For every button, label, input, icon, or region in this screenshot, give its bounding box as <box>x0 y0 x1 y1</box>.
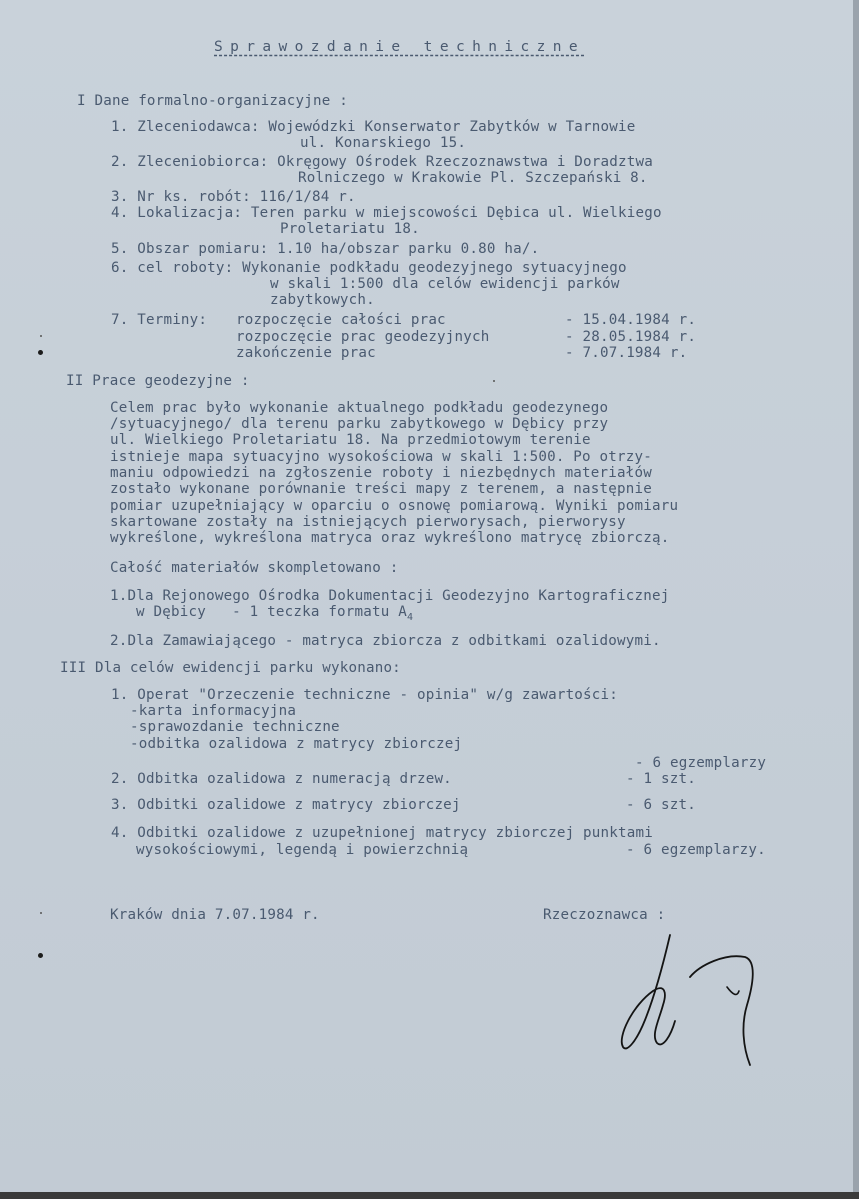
para-line-1: Celem prac było wykonanie aktualnego podkładu geodezynego <box>110 400 609 416</box>
para-line-3: ul. Wielkiego Proletariatu 18. Na przedmiotowym terenie <box>110 432 591 448</box>
item-purpose-l2: w skali 1:500 dla celów ewidencji parków <box>270 276 620 292</box>
output-item-1: 1. Operat "Orzeczenie techniczne - opinia" w/g zawartości: <box>111 687 619 703</box>
item-executor: 2. Zleceniobiorca: Okręgowy Ośrodek Rzeczoznawstwa i Doradztwa <box>111 154 653 170</box>
output-item-1-qty: - 6 egzemplarzy <box>635 755 767 771</box>
date-geodetic-label: rozpoczęcie prac geodezyjnych <box>236 329 490 345</box>
section-1-heading: I Dane formalno-organizacyjne : <box>77 93 348 109</box>
item-contractor-address: ul. Konarskiego 15. <box>300 135 467 151</box>
para-line-7: pomiar uzupełniający w oparciu o osnowę pomiarową. Wyniki pomiaru <box>110 498 679 514</box>
completed-item-2: 2.Dla Zamawiającego - matryca zbiorcza z odbitkami ozalidowymi. <box>110 633 661 649</box>
punch-hole-1 <box>38 350 43 355</box>
completed-item-1: 1.Dla Rejonowego Ośrodka Dokumentacji Geodezyjno Kartograficznej <box>110 588 670 604</box>
output-item-4: 4. Odbitki ozalidowe z uzupełnionej matrycy zbiorczej punktami <box>111 825 653 841</box>
item-location-cont: Proletariatu 18. <box>280 221 420 237</box>
item-location: 4. Lokalizacja: Teren parku w miejscowości Dębica ul. Wielkiego <box>111 205 662 221</box>
item-purpose-l3: zabytkowych. <box>270 292 375 308</box>
completed-item-1-cont <box>136 605 413 626</box>
output-item-4-cont: wysokościowymi, legendą i powierzchnią <box>136 842 469 858</box>
page-bottom-edge <box>0 1192 859 1199</box>
page-edge-shadow <box>853 0 859 1199</box>
output-item-1a: -karta informacyjna <box>130 703 297 719</box>
completed-item-1-cont-text: w Dębicy - 1 teczka formatu A <box>136 604 407 620</box>
output-item-4-qty: - 6 egzemplarzy. <box>626 842 766 858</box>
para-line-8: skartowane zostały na istniejących pierworysach, pierworysy <box>110 514 626 530</box>
date-end-value: - 7.07.1984 r. <box>565 345 688 361</box>
output-item-3: 3. Odbitki ozalidowe z matrycy zbiorczej <box>111 797 461 813</box>
output-item-3-qty: - 6 szt. <box>626 797 696 813</box>
para-line-5: maniu odpowiedzi na zgłoszenie roboty i niezbędnych materiałów <box>110 465 652 481</box>
paper-speck <box>40 335 42 337</box>
document-title: Sprawozdanie techniczne <box>214 39 585 55</box>
handwritten-signature <box>615 925 775 1075</box>
paper-speck <box>493 380 495 382</box>
para-line-4: istnieje mapa sytuacyjno wysokościowa w skali 1:500. Po otrzy- <box>110 449 652 465</box>
output-item-1b: -sprawozdanie techniczne <box>130 719 340 735</box>
place-and-date: Kraków dnia 7.07.1984 r. <box>110 907 320 923</box>
format-subscript: 4 <box>407 612 414 623</box>
item-area: 5. Obszar pomiaru: 1.10 ha/obszar parku 0.80 ha/. <box>111 241 540 257</box>
date-start-label: rozpoczęcie całości prac <box>236 312 446 328</box>
section-2-heading: II Prace geodezyjne : <box>66 373 250 389</box>
date-geodetic-value: - 28.05.1984 r. <box>565 329 697 345</box>
item-executor-address: Rolniczego w Krakowie Pl. Szczepański 8. <box>298 170 648 186</box>
expert-label: Rzeczoznawca : <box>543 907 666 923</box>
completed-heading: Całość materiałów skompletowano : <box>110 560 399 576</box>
para-line-2: /sytuacyjnego/ dla terenu parku zabytkowego w Dębicy przy <box>110 416 609 432</box>
item-contractor: 1. Zleceniodawca: Wojewódzki Konserwator Zabytków w Tarnowie <box>111 119 636 135</box>
output-item-2-qty: - 1 szt. <box>626 771 696 787</box>
para-line-6: zostało wykonane porównanie treści mapy z terenem, a następnie <box>110 481 652 497</box>
date-start-value: - 15.04.1984 r. <box>565 312 697 328</box>
item-purpose: 6. cel roboty: Wykonanie podkładu geodezyjnego sytuacyjnego <box>111 260 627 276</box>
section-3-heading: III Dla celów ewidencji parku wykonano: <box>60 660 401 676</box>
date-end-label: zakończenie prac <box>236 345 376 361</box>
punch-hole-2 <box>38 953 43 958</box>
item-work-number: 3. Nr ks. robót: 116/1/84 r. <box>111 189 356 205</box>
paper-speck <box>40 912 42 914</box>
para-line-9: wykreślone, wykreślona matryca oraz wykreślono matrycę zbiorczą. <box>110 530 670 546</box>
output-item-2: 2. Odbitka ozalidowa z numeracją drzew. <box>111 771 452 787</box>
item-dates-label: 7. Terminy: <box>111 312 208 328</box>
output-item-1c: -odbitka ozalidowa z matrycy zbiorczej <box>130 736 463 752</box>
